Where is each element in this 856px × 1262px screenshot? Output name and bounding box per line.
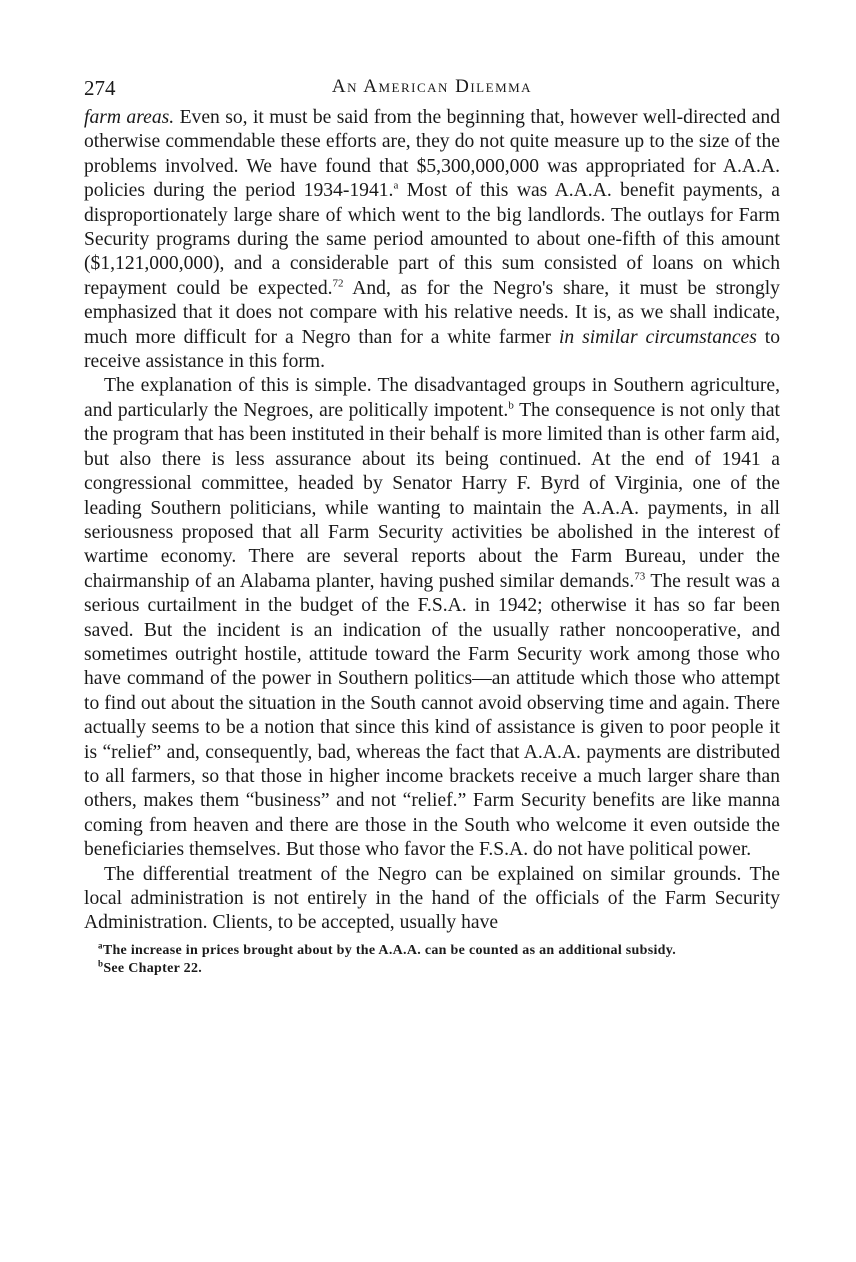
footnotes [84,942,780,979]
running-head: An American Dilemma [331,76,533,97]
book-page [84,76,780,979]
footnote-marker: b [98,958,104,969]
italic-phrase: in similar circumstances [558,326,757,348]
footnote-marker: a [98,940,103,951]
footnote-a: $^a$The increase in prices brought about by the A.A.A. can be counted as an additional subsidy. [98,940,677,958]
footnote-ref-a: a [393,179,399,192]
endnote-ref-72: 72 [332,277,344,290]
endnote-ref-73: 73 [634,570,646,583]
body-text [84,106,780,936]
paragraph-3: The differential treatment of the Negro can be explained on similar grounds. The local administration is not entirely in the hand of the officials of the Farm Security Administration. Clients, to be accepted, usually have [84,863,780,934]
paragraph-2: The explanation of this is simple. The disadvantaged groups in Southern agriculture, and particularly the Negroes, are politically impotent.$^b$ The consequence is not only that the program that has been instituted in their behalf is more limited than is other farm aid, but also there is less assurance about its being continued. At the end of 1941 a congressional committee, headed by Senator Harry F. Byrd of Virginia, one of the leading Southern politicians, while wanting to maintain the A.A.A. payments, in all seriousness proposed that all Farm Security activities be abolished in the interest of wartime economy. There are several reports about the Farm Bureau, under the chairmanship of an Alabama planter, having pushed similar demands.$^{73}$ The result was a serious curtailment in the budget of the F.S.A. in 1942; otherwise it has so far been saved. But the incident is an indication of the usually rather noncooperative, and sometimes outright hostile, attitude toward the Farm Security work among those who have command of the power in Southern politics—an attitude which those who attempt to find out about the situation in the South cannot avoid observing time and again. There actually seems to be a notion that since this kind of assistance is given to poor people it is “relief” and, consequently, bad, whereas the fact that A.A.A. payments are distributed to all farmers, so that those in higher income brackets receive a much larger share than others, makes them “business” and not “relief.” Farm Security benefits are like manna coming from heaven and there are those in the South who welcome it even outside the beneficiaries themselves. But those who favor the F.S.A. do not have political power. [84,375,780,861]
italic-phrase: farm areas. [84,107,175,128]
footnote-ref-b: b [508,399,514,412]
paragraph-1: farm areas. Even so, it must be said from the beginning that, however well-directed and otherwise commendable these efforts are, they do not quite measure up to the size of the problems involved. We have found that $5,300,000,000 was appropriated for A.A.A. policies during the period 1934-1941.$^a$ Most of this was A.A.A. benefit payments, a disproportionately large share of which went to the big landlords. The outlays for Farm Security programs during the same period amounted to about one-fifth of this amount ($1,121,000,000), and a considerable part of this sum consisted of loans on which repayment could be expected.$^{72}$ And, as for the Negro's share, it must be strongly emphasized that it does not compare with his relative needs. It is, as we shall indicate, much more difficult for a Negro than for a white farmer in similar circumstances to receive assistance in this form. [84,107,780,373]
page-header [84,76,780,106]
page-number: 274 [84,76,116,100]
footnote-b: $^b$See Chapter 22. [98,958,203,977]
